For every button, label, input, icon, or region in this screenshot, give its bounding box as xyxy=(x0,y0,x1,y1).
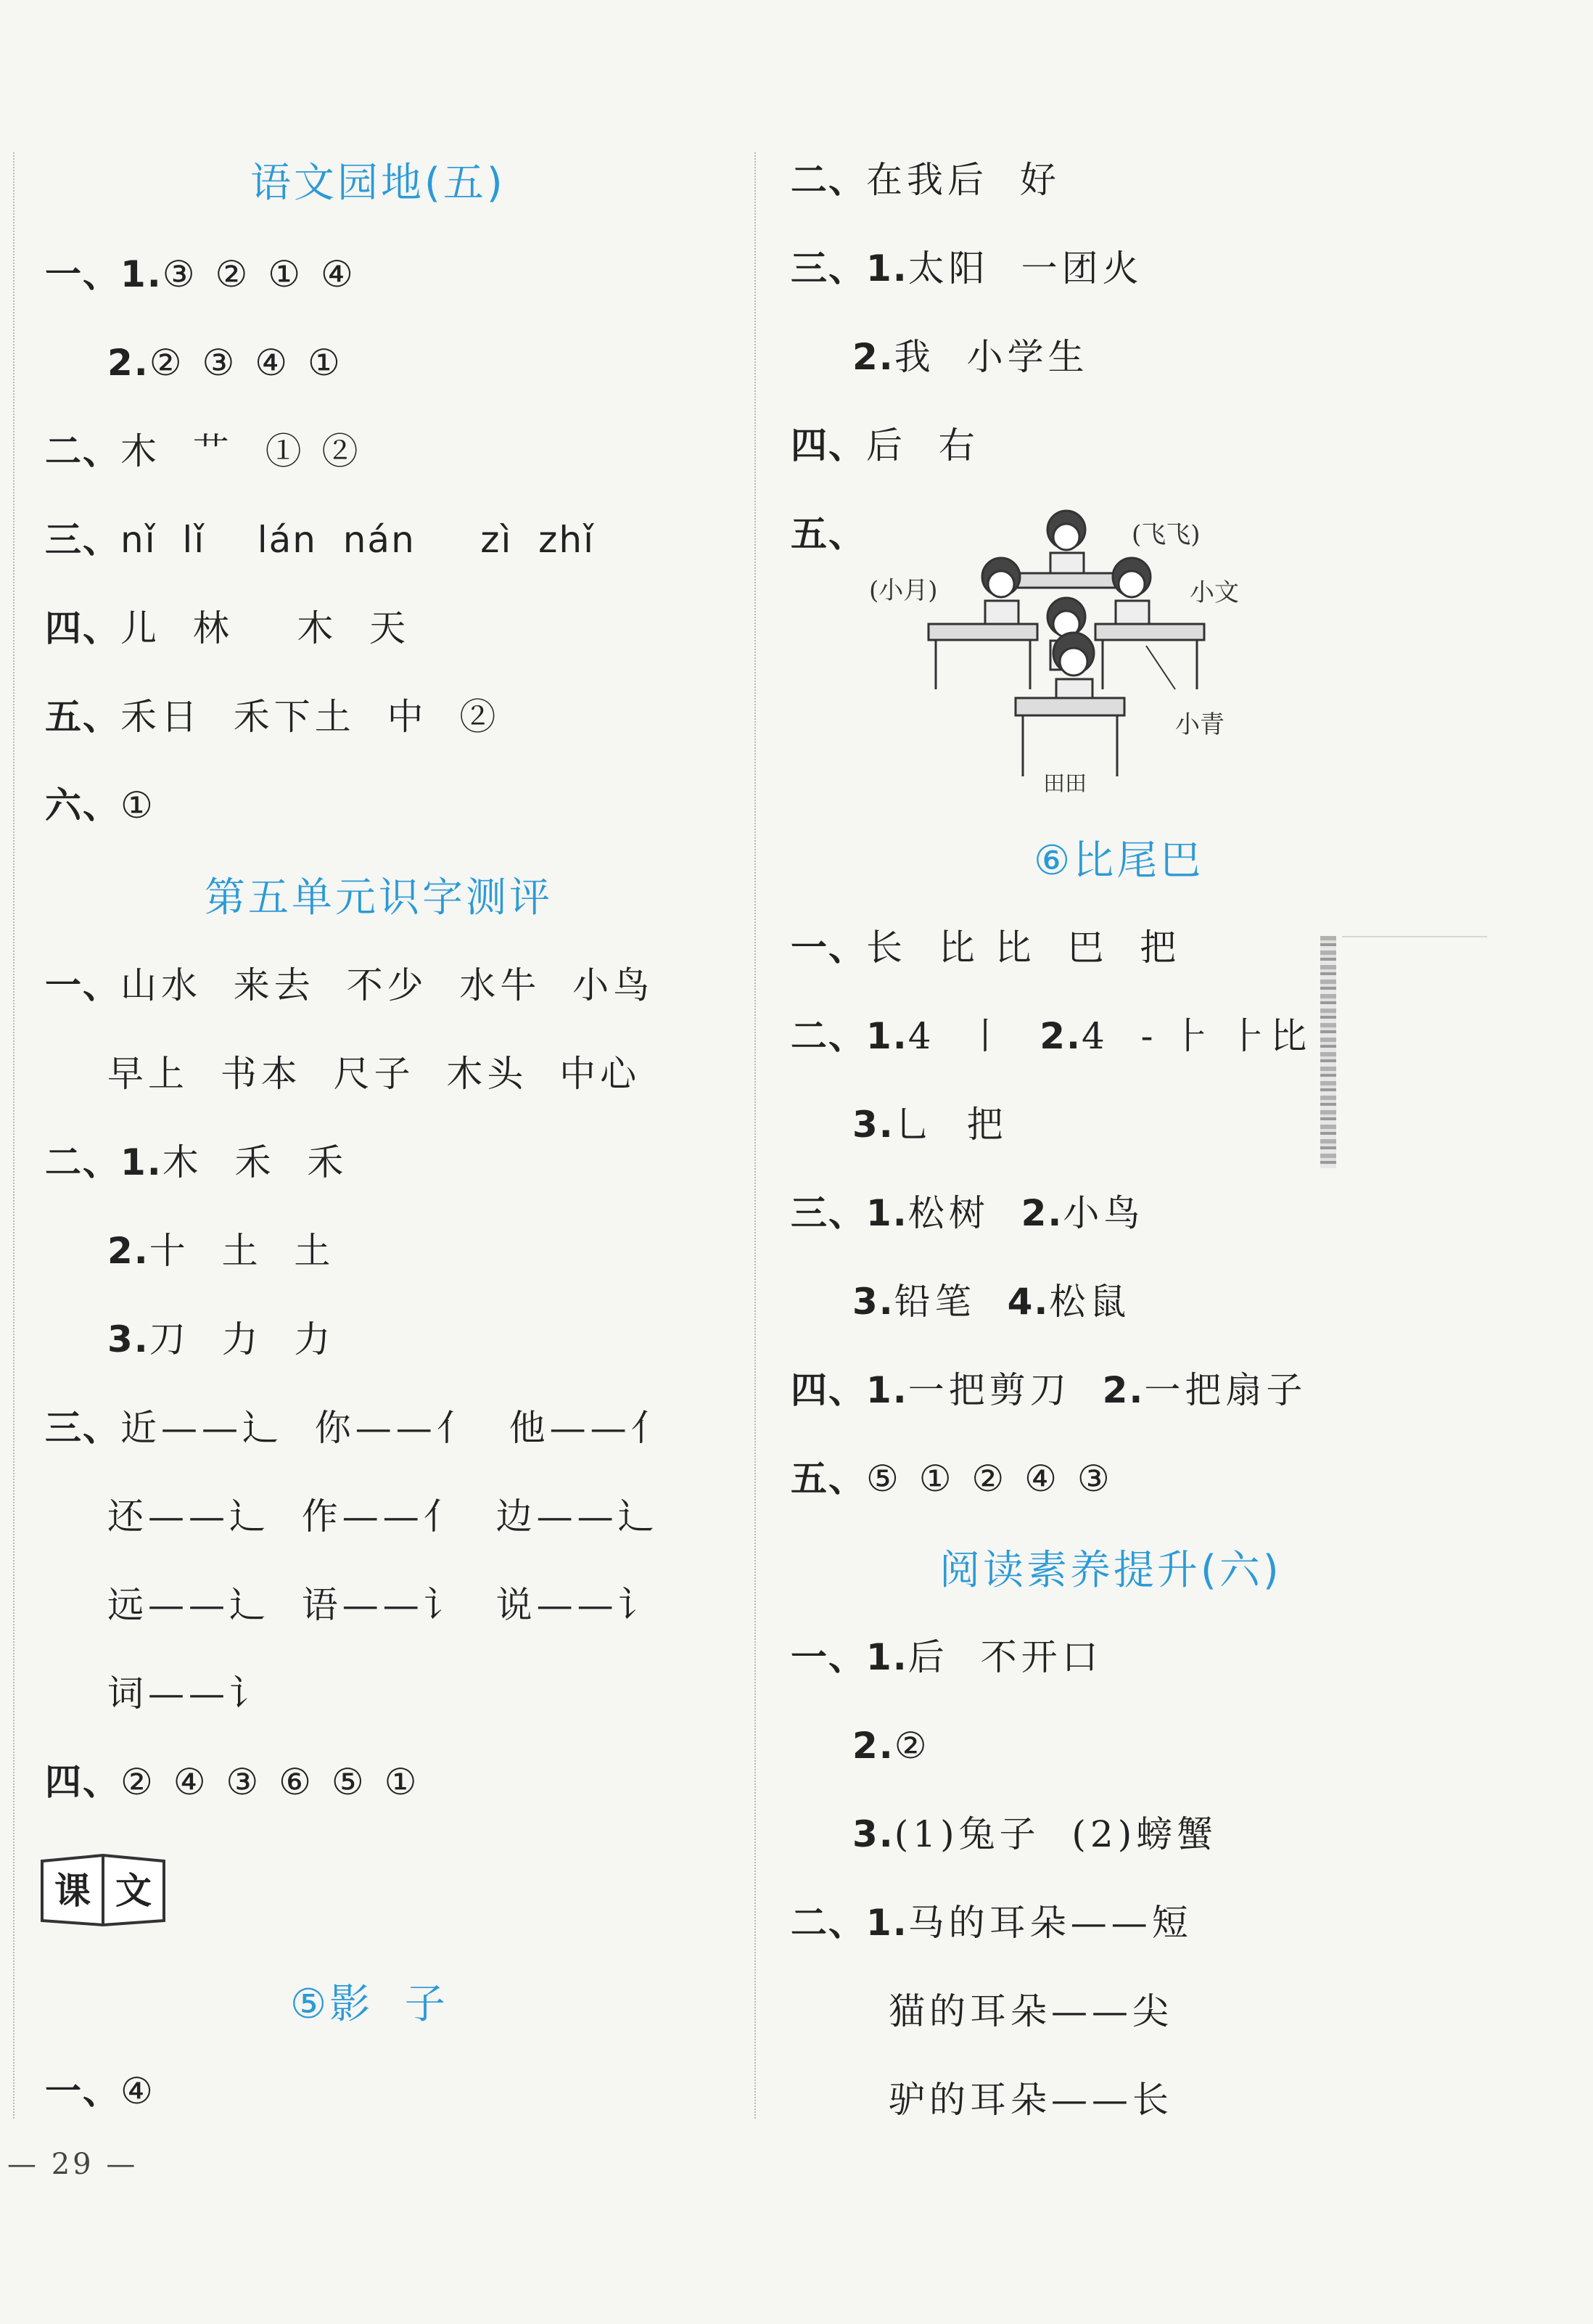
answer-line: 3.铅笔 4.松鼠 xyxy=(852,1281,1131,1323)
answer-line: 一、山水 来去 不少 水牛 小鸟 xyxy=(45,964,654,1006)
answer-line: 2.我 小学生 xyxy=(852,336,1089,378)
answer-line: 2.② ③ ④ ① xyxy=(107,342,345,384)
child-xiaowen xyxy=(1113,558,1150,630)
desk xyxy=(1095,624,1204,640)
label-tiantian: 田田 xyxy=(1043,771,1087,797)
classroom-seating-illustration xyxy=(856,508,1262,798)
answer-line: 五、⑤ ① ② ④ ③ xyxy=(791,1458,1114,1500)
answer-line: 还——辶 作——亻 边——辶 xyxy=(107,1495,659,1537)
label-xiaoyue: (小月) xyxy=(869,576,938,605)
scan-artifact xyxy=(1320,936,1336,1168)
child-feifei xyxy=(1047,511,1085,582)
column-divider xyxy=(13,152,15,2119)
answer-line: 一、1.③ ② ① ④ xyxy=(45,253,358,295)
answer-line: 四、1.一把剪刀 2.一把扇子 xyxy=(791,1369,1307,1411)
answer-line: 二、1.木 禾 禾 xyxy=(45,1141,348,1183)
badge-char-2: 文 xyxy=(115,1869,152,1912)
answer-line: 三、nǐ lǐ lán nán zì zhǐ xyxy=(45,519,595,561)
label-xiaoqing: 小青 xyxy=(1175,710,1224,739)
answer-line: 猫的耳朵——尖 xyxy=(889,1990,1173,2032)
child-xiaoyue xyxy=(982,558,1020,630)
answer-line: 一、长 比 比 巴 把 xyxy=(791,927,1181,969)
answer-line: 五、 xyxy=(791,513,866,555)
answer-line: 一、1.后 不开口 xyxy=(791,1636,1103,1678)
answer-line: 二、1.马的耳朵——短 xyxy=(791,1902,1193,1944)
section-heading: 阅读素养提升(六) xyxy=(939,1547,1282,1594)
answer-line: 三、1.松树 2.小鸟 xyxy=(791,1192,1145,1234)
section-heading: 语文园地(五) xyxy=(250,160,506,207)
lesson-text-badge xyxy=(38,1854,168,1926)
answer-line: 远——辶 语——讠 说——讠 xyxy=(107,1584,659,1626)
badge-char-1: 课 xyxy=(54,1869,91,1912)
answer-line: 3.刀 力 力 xyxy=(107,1318,335,1360)
label-xiaowen: 小文 xyxy=(1190,578,1239,607)
answer-line: 四、儿 林 木 天 xyxy=(45,607,411,649)
section-heading: ⑤影 子 xyxy=(290,1981,448,2028)
answer-line: 二、木 艹 ① ② xyxy=(45,430,363,472)
answer-line: 五、禾日 禾下土 中 ② xyxy=(45,696,501,738)
label-feifei: (飞飞) xyxy=(1132,520,1201,549)
answer-line: 三、1.太阳 一团火 xyxy=(791,247,1143,290)
answer-line: 四、② ④ ③ ⑥ ⑤ ① xyxy=(45,1761,421,1803)
desk xyxy=(929,624,1037,640)
answer-line: 二、1.4 丨 2.4 - ⺊ ⺊比 xyxy=(791,1015,1312,1057)
page-number: — 29 — xyxy=(7,2148,139,2181)
answer-line: 三、近——辶 你——亻 他——亻 xyxy=(45,1407,672,1449)
desk xyxy=(1016,698,1124,715)
section-heading: 第五单元识字测评 xyxy=(205,874,553,921)
answer-line: 词——讠 xyxy=(107,1672,270,1715)
answer-line: 六、① xyxy=(45,784,157,826)
column-divider xyxy=(754,152,756,2119)
answer-line: 3.乚 把 xyxy=(852,1104,1008,1146)
answer-line: 2.十 土 土 xyxy=(107,1230,335,1272)
answer-line: 二、在我后 好 xyxy=(791,159,1061,201)
answer-line: 驴的耳朵——长 xyxy=(889,2079,1173,2121)
section-heading: ⑥比尾巴 xyxy=(1034,837,1204,884)
answer-line: 一、④ xyxy=(45,2070,157,2112)
answer-line: 2.② xyxy=(852,1725,931,1767)
scan-artifact xyxy=(1342,936,1487,937)
desk xyxy=(1017,573,1119,588)
answer-line: 四、后 右 xyxy=(791,424,979,467)
answer-line: 3.(1)兔子 (2)螃蟹 xyxy=(852,1813,1218,1855)
answer-line: 早上 书本 尺子 木头 中心 xyxy=(107,1053,641,1095)
